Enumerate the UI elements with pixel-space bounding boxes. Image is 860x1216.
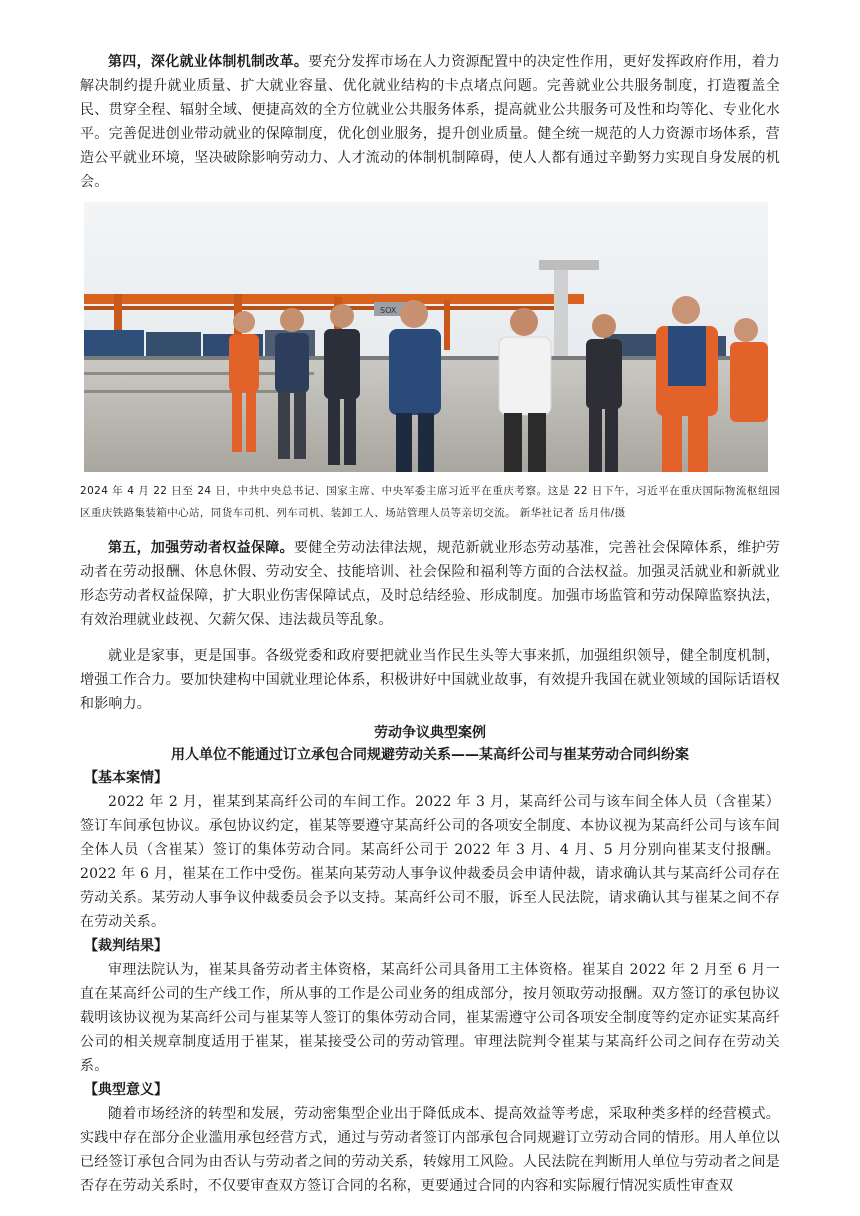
section-5-lead: 第五，加强劳动者权益保障。	[108, 540, 294, 556]
ruling-heading: 【裁判结果】	[84, 938, 168, 954]
photo-caption: 2024 年 4 月 22 日至 24 日，中共中央总书记、国家主席、中央军委主席习近平在重庆考察。这是 22 日下午，习近平在重庆国际物流枢纽园区重庆铁路集装箱中心站，同货车司机、列车司机、装卸工人、场站管理人员等亲切交流。 新华社记者 岳月伟/摄	[80, 485, 780, 519]
significance-heading: 【典型意义】	[84, 1082, 168, 1098]
railway-inspection-photo	[84, 202, 768, 472]
closing-paragraph: 就业是家事，更是国事。各级党委和政府要把就业当作民生头等大事来抓，加强组织领导，健全制度机制，增强工作合力。要加快建构中国就业理论体系，积极讲好中国就业故事，有效提升我国在就业领域的国际话语权和影响力。	[80, 648, 780, 712]
facts-paragraph: 2022 年 2 月，崔某到某高纤公司的车间工作。2022 年 3 月，某高纤公司与该车间全体人员（含崔某）签订车间承包协议。承包协议约定，崔某等要遵守某高纤公司的各项安全制度、本协议视为某高纤公司与该车间全体人员（含崔某）签订的集体劳动合同。某高纤公司于 2022 年 3 月、4 月、5 月分别向崔某支付报酬。2022 年 6 月，崔某在工作中受伤。崔某向某劳动人事争议仲裁委员会申请仲裁，请求确认其与某高纤公司存在劳动关系。某劳动人事争议仲裁委员会予以支持。某高纤公司不服，诉至人民法院，请求确认其与崔某之间不存在劳动关系。	[80, 794, 780, 930]
crane-sign: SOX	[380, 306, 397, 315]
article-page	[80, 50, 780, 1198]
section-4-lead: 第四，深化就业体制机制改革。	[108, 54, 309, 70]
section-4-body: 要充分发挥市场在人力资源配置中的决定性作用，更好发挥政府作用，着力解决制约提升就业质量、扩大就业容量、优化就业结构的卡点堵点问题。完善就业公共服务制度，打造覆盖全民、贯穿全程、辐射全域、便捷高效的全方位就业公共服务体系，提高就业公共服务可及性和均等化、专业化水平。完善促进创业带动就业的保障制度，优化创业服务，提升创业质量。健全统一规范的人力资源市场体系，营造公平就业环境，坚决破除影响劳动力、人才流动的体制机制障碍，使人人都有通过辛勤努力实现自身发展的机会。	[80, 54, 780, 190]
ruling-paragraph: 审理法院认为，崔某具备劳动者主体资格，某高纤公司具备用工主体资格。崔某自 2022 年 2 月至 6 月一直在某高纤公司的生产线工作，所从事的工作是公司业务的组成部分，按月领取劳动报酬。双方签订的承包协议载明该协议视为某高纤公司与崔某等人签订的集体劳动合同，崔某需遵守公司各项安全制度等约定亦证实某高纤公司的相关规章制度适用于崔某，崔某接受公司的劳动管理。审理法院判令崔某与某高纤公司之间存在劳动关系。	[80, 962, 780, 1074]
section-5-paragraph	[80, 536, 780, 632]
news-photo	[84, 202, 768, 472]
case-subtitle: 用人单位不能通过订立承包合同规避劳动关系——某高纤公司与崔某劳动合同纠纷案	[171, 747, 689, 763]
section-4-paragraph	[80, 50, 780, 194]
facts-heading: 【基本案情】	[84, 770, 168, 786]
case-title: 劳动争议典型案例	[374, 725, 486, 741]
section-5-body: 要健全劳动法律法规，规范新就业形态劳动基准，完善社会保障体系，维护劳动者在劳动报酬、休息休假、劳动安全、技能培训、社会保险和福利等方面的合法权益。加强灵活就业和新就业形态劳动者权益保障，扩大职业伤害保障试点，及时总结经验、形成制度。加强市场监管和劳动保障监察执法，有效治理就业歧视、欠薪欠保、违法裁员等乱象。	[80, 540, 780, 628]
significance-paragraph: 随着市场经济的转型和发展，劳动密集型企业出于降低成本、提高效益等考虑，采取种类多样的经营模式。实践中存在部分企业滥用承包经营方式，通过与劳动者签订内部承包合同规避订立劳动合同的情形。用人单位以已经签订承包合同为由否认与劳动者之间的劳动关系，转嫁用工风险。人民法院在判断用人单位与劳动者之间是否存在劳动关系时，不仅要审查双方签订合同的名称，更要通过合同的内容和实际履行情况实质性审查双	[80, 1106, 780, 1194]
